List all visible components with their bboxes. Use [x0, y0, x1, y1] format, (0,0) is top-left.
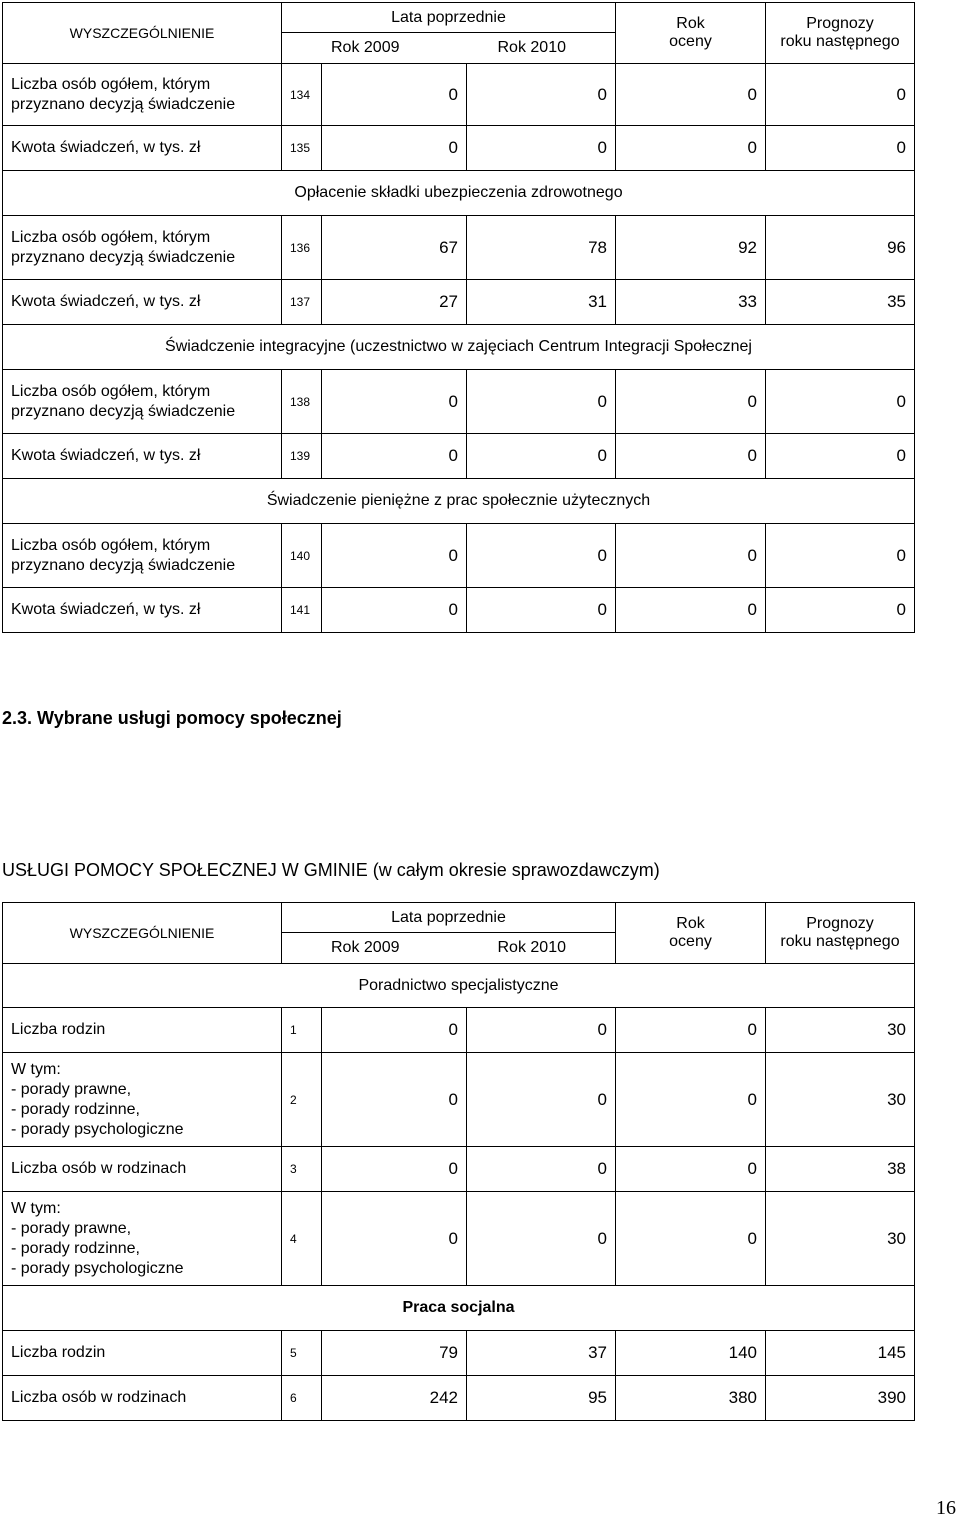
header-wyszczegolnienie: WYSZCZEGÓLNIENIE — [3, 3, 282, 64]
row-label: Liczba osób ogółem, którym przyznano decyzją świadczenie — [3, 64, 282, 126]
row-code: 138 — [282, 370, 322, 434]
row-code: 3 — [282, 1147, 322, 1192]
row-code: 134 — [282, 64, 322, 126]
row-label-line: - porady rodzinne, — [11, 1100, 140, 1118]
table-row — [3, 1331, 915, 1376]
value-cell: 0 — [616, 1147, 766, 1192]
table-row — [3, 434, 915, 479]
value-cell: 0 — [616, 1192, 766, 1286]
value-cell: 0 — [467, 1192, 616, 1286]
row-code: 141 — [282, 588, 322, 633]
row-label — [3, 1053, 282, 1147]
value-cell: 0 — [322, 434, 467, 479]
value-cell: 0 — [322, 1008, 467, 1053]
value-cell: 30 — [766, 1192, 915, 1286]
value-cell: 37 — [467, 1331, 616, 1376]
value-cell: 0 — [322, 588, 467, 633]
value-cell: 0 — [467, 588, 616, 633]
value-cell: 0 — [616, 1053, 766, 1147]
row-label: Kwota świadczeń, w tys. zł — [3, 588, 282, 633]
value-cell: 38 — [766, 1147, 915, 1192]
value-cell: 0 — [616, 370, 766, 434]
value-cell: 390 — [766, 1376, 915, 1421]
row-label-line: W tym: — [11, 1199, 61, 1217]
value-cell: 0 — [467, 434, 616, 479]
row-label: Liczba osób ogółem, którym przyznano decyzją świadczenie — [3, 370, 282, 434]
table-row — [3, 1008, 915, 1053]
row-label-line: - porady prawne, — [11, 1080, 132, 1098]
row-label: Liczba rodzin — [3, 1008, 282, 1053]
value-cell: 0 — [616, 524, 766, 588]
header-rok-2009: Rok 2009 — [331, 38, 400, 56]
value-cell: 0 — [766, 370, 915, 434]
value-cell: 78 — [467, 216, 616, 280]
table-row — [3, 126, 915, 171]
value-cell: 0 — [616, 588, 766, 633]
row-label: Liczba osób ogółem, którym przyznano decyzją świadczenie — [3, 216, 282, 280]
header-lata-poprzednie — [282, 3, 616, 64]
table-row — [3, 588, 915, 633]
section-title: 2.3. Wybrane usługi pomocy społecznej — [2, 708, 342, 728]
value-cell: 0 — [766, 434, 915, 479]
row-code: 135 — [282, 126, 322, 171]
section-heading: Świadczenie integracyjne (uczestnictwo w zajęciach Centrum Integracji Społecznej — [3, 325, 915, 370]
row-label: Liczba osób w rodzinach — [3, 1147, 282, 1192]
section-row — [3, 1286, 915, 1331]
value-cell: 95 — [467, 1376, 616, 1421]
value-cell: 0 — [322, 1053, 467, 1147]
row-label-line: W tym: — [11, 1060, 61, 1078]
header-wyszczegolnienie: WYSZCZEGÓLNIENIE — [3, 903, 282, 964]
row-label-line: - porady prawne, — [11, 1219, 132, 1237]
value-cell: 27 — [322, 280, 467, 325]
row-code: 6 — [282, 1376, 322, 1421]
value-cell: 0 — [616, 1008, 766, 1053]
header-rok-2010: Rok 2010 — [497, 938, 566, 956]
value-cell: 0 — [467, 126, 616, 171]
section-row — [3, 171, 915, 216]
value-cell: 0 — [467, 370, 616, 434]
value-cell: 0 — [467, 524, 616, 588]
value-cell: 67 — [322, 216, 467, 280]
benefits-table — [2, 2, 915, 633]
value-cell: 35 — [766, 280, 915, 325]
services-table — [2, 902, 915, 1421]
value-cell: 0 — [766, 64, 915, 126]
value-cell: 79 — [322, 1331, 467, 1376]
row-code: 5 — [282, 1331, 322, 1376]
section-heading: Świadczenie pieniężne z prac społecznie użytecznych — [3, 479, 915, 524]
value-cell: 30 — [766, 1053, 915, 1147]
row-label: Liczba osób ogółem, którym przyznano decyzją świadczenie — [3, 524, 282, 588]
header-rok-2009: Rok 2009 — [331, 938, 400, 956]
table-title: USŁUGI POMOCY SPOŁECZNEJ W GMINIE (w całym okresie sprawozdawczym) — [2, 860, 660, 880]
value-cell: 33 — [616, 280, 766, 325]
table-row — [3, 216, 915, 280]
value-cell: 0 — [467, 64, 616, 126]
header-prognozy: Prognozy roku następnego — [766, 903, 915, 964]
header-lata-label: Lata poprzednie — [282, 4, 615, 33]
value-cell: 0 — [766, 524, 915, 588]
table-row — [3, 280, 915, 325]
section-heading: Opłacenie składki ubezpieczenia zdrowotnego — [3, 171, 915, 216]
header-lata-label: Lata poprzednie — [282, 904, 615, 933]
value-cell: 380 — [616, 1376, 766, 1421]
row-code: 136 — [282, 216, 322, 280]
value-cell: 0 — [467, 1147, 616, 1192]
row-code: 140 — [282, 524, 322, 588]
table-row — [3, 524, 915, 588]
value-cell: 30 — [766, 1008, 915, 1053]
row-label-line: - porady psychologiczne — [11, 1259, 184, 1277]
row-code: 137 — [282, 280, 322, 325]
value-cell: 0 — [467, 1008, 616, 1053]
row-label: Kwota świadczeń, w tys. zł — [3, 434, 282, 479]
section-heading: Poradnictwo specjalistyczne — [3, 964, 915, 1008]
table-header — [3, 3, 915, 64]
section-row — [3, 325, 915, 370]
header-prognozy: Prognozy roku następnego — [766, 3, 915, 64]
table-row — [3, 1376, 915, 1421]
header-rok-oceny: Rok oceny — [616, 903, 766, 964]
row-label: Kwota świadczeń, w tys. zł — [3, 126, 282, 171]
row-label: Liczba osób w rodzinach — [3, 1376, 282, 1421]
value-cell: 145 — [766, 1331, 915, 1376]
table-row — [3, 1147, 915, 1192]
value-cell: 0 — [766, 588, 915, 633]
value-cell: 0 — [322, 126, 467, 171]
section-row — [3, 964, 915, 1008]
value-cell: 0 — [322, 1192, 467, 1286]
table-row — [3, 1053, 915, 1147]
header-rok-oceny: Rok oceny — [616, 3, 766, 64]
value-cell: 0 — [322, 64, 467, 126]
value-cell: 92 — [616, 216, 766, 280]
row-code: 2 — [282, 1053, 322, 1147]
value-cell: 31 — [467, 280, 616, 325]
table-header — [3, 903, 915, 964]
value-cell: 242 — [322, 1376, 467, 1421]
row-code: 139 — [282, 434, 322, 479]
row-label-line: - porady psychologiczne — [11, 1120, 184, 1138]
row-label — [3, 1192, 282, 1286]
row-code: 1 — [282, 1008, 322, 1053]
value-cell: 0 — [616, 126, 766, 171]
table-row — [3, 370, 915, 434]
value-cell: 0 — [616, 64, 766, 126]
value-cell: 0 — [322, 1147, 467, 1192]
value-cell: 96 — [766, 216, 915, 280]
header-rok-2010: Rok 2010 — [497, 38, 566, 56]
row-label: Liczba rodzin — [3, 1331, 282, 1376]
row-label-line: - porady rodzinne, — [11, 1239, 140, 1257]
table-row — [3, 1192, 915, 1286]
page-number: 16 — [936, 1497, 956, 1519]
section-row — [3, 479, 915, 524]
row-code: 4 — [282, 1192, 322, 1286]
header-lata-poprzednie — [282, 903, 616, 964]
value-cell: 140 — [616, 1331, 766, 1376]
value-cell: 0 — [467, 1053, 616, 1147]
value-cell: 0 — [322, 370, 467, 434]
table-row — [3, 64, 915, 126]
row-label: Kwota świadczeń, w tys. zł — [3, 280, 282, 325]
value-cell: 0 — [766, 126, 915, 171]
value-cell: 0 — [616, 434, 766, 479]
value-cell: 0 — [322, 524, 467, 588]
section-heading: Praca socjalna — [3, 1286, 915, 1331]
